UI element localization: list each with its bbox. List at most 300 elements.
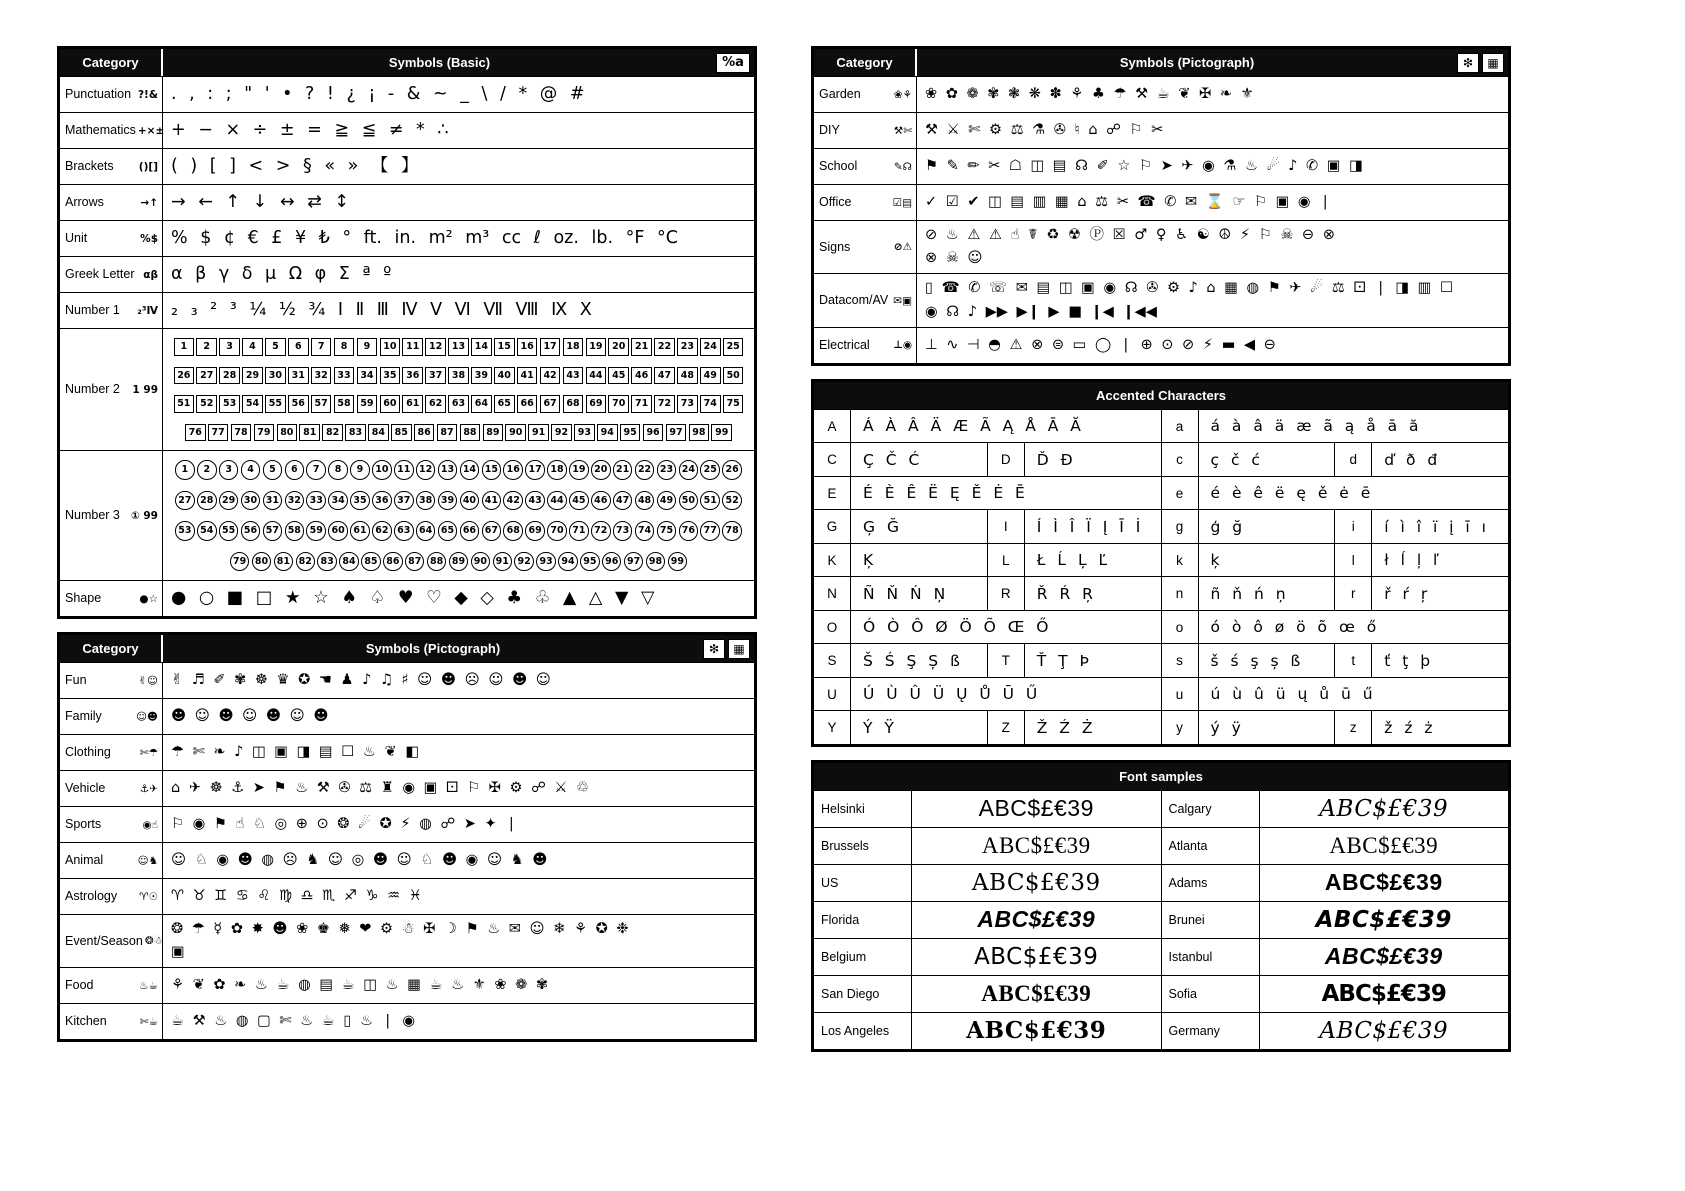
symbol-row (60, 580, 754, 616)
symbol-row (814, 184, 1508, 220)
number-circle: 84 (339, 552, 359, 572)
accented-characters: Ď Đ (1025, 443, 1162, 476)
category-label: Sports (65, 816, 102, 831)
number-circle: 4 (241, 460, 261, 480)
number-box: 48 (677, 367, 698, 385)
number-box: 91 (528, 424, 549, 442)
number-box: 20 (608, 338, 629, 356)
category-cell (60, 663, 163, 698)
symbol-line: ⚒ ⚔ ✄ ⚙ ⚖ ⚗ ✇ ♮ ⌂ ☍ ⚐ ✂ (925, 121, 1164, 138)
font-name: San Diego (814, 976, 912, 1012)
category-label: Mathematics (65, 122, 136, 137)
number-circle: 6 (285, 460, 305, 480)
number-box: 58 (334, 395, 355, 413)
symbol-row (60, 806, 754, 842)
number-circle: 31 (263, 491, 283, 511)
font-name: Calgary (1162, 791, 1260, 827)
symbol-cell (917, 149, 1508, 184)
font-sample-text: ABC$£€39 (1329, 832, 1439, 858)
symbol-cell (163, 329, 754, 450)
number-box: 47 (654, 367, 675, 385)
accented-row (814, 409, 1508, 443)
number-box: 79 (254, 424, 275, 442)
number-box: 49 (700, 367, 721, 385)
category-cell (60, 968, 163, 1003)
number-circle: 27 (175, 491, 195, 511)
number-box: 83 (345, 424, 366, 442)
category-cell (60, 771, 163, 806)
accented-letter-label: d (1335, 443, 1372, 476)
symbol-cell (917, 185, 1508, 220)
number-circle: 8 (328, 460, 348, 480)
symbol-line: ☂ ✄ ❧ ♪ ◫ ▣ ◨ ▤ ☐ ♨ ❦ ◧ (171, 743, 419, 760)
number-box: 75 (723, 395, 744, 413)
number-circle: 62 (372, 521, 392, 541)
category-label: Greek Letter (65, 266, 135, 281)
number-box: 51 (174, 395, 195, 413)
symbols-pictograph-table-2 (811, 46, 1511, 366)
symbol-cell (163, 149, 754, 184)
symbol-row (60, 292, 754, 328)
number-box: 93 (574, 424, 595, 442)
pictograph2-table-title: Symbols (Pictograph) (1119, 55, 1255, 70)
accented-row (814, 476, 1508, 510)
number-box: 43 (563, 367, 584, 385)
symbols-basic-table (57, 46, 757, 619)
number-circle: 89 (449, 552, 469, 572)
symbol-cell (163, 843, 754, 878)
number-circle: 15 (482, 460, 502, 480)
symbol-line: ( ) [ ] < > § « » 【 】 (171, 156, 419, 177)
accented-letter-label: i (1335, 510, 1372, 543)
pictograph2-rows (814, 76, 1508, 363)
number-circle: 10 (372, 460, 392, 480)
accented-characters: Ť Ţ Þ (1025, 644, 1162, 677)
number-box: 22 (654, 338, 675, 356)
gift-icon: ▦ (728, 639, 750, 659)
symbol-cell (917, 274, 1508, 326)
number-circle: 93 (536, 552, 556, 572)
number-box: 64 (471, 395, 492, 413)
number-box: 44 (586, 367, 607, 385)
font-name: Sofia (1162, 976, 1260, 1012)
accented-characters: ď ð đ (1384, 450, 1438, 469)
font-sample-text: ABC$£€39 (1315, 906, 1452, 933)
category-cell (814, 77, 917, 112)
number-box: 85 (391, 424, 412, 442)
symbol-cell (163, 221, 754, 256)
number-circle: 48 (635, 491, 655, 511)
symbol-row (814, 76, 1508, 112)
category-icon: ₂³Ⅳ (137, 304, 158, 317)
pictograph1-table-header (60, 635, 754, 662)
pictograph2-table-header (814, 49, 1508, 76)
number-box: 99 (711, 424, 732, 442)
number-box: 54 (242, 395, 263, 413)
number-circle: 53 (175, 521, 195, 541)
number-box: 29 (242, 367, 263, 385)
basic-table-header (60, 49, 754, 76)
symbol-row (60, 878, 754, 914)
number-box: 3 (219, 338, 240, 356)
number-circle: 64 (416, 521, 436, 541)
accented-letter-label: C (814, 443, 851, 476)
symbol-row (60, 220, 754, 256)
number-box: 32 (311, 367, 332, 385)
symbol-row (60, 328, 754, 450)
category-cell (60, 451, 163, 580)
category-label: Animal (65, 852, 104, 867)
font-name: Helsinki (814, 791, 912, 827)
number-circle: 30 (241, 491, 261, 511)
accented-characters: É È Ê Ë Ę Ě Ė Ē (851, 477, 1162, 510)
symbol-cell (163, 699, 754, 734)
symbol-cell (917, 221, 1508, 273)
number-circle: 87 (405, 552, 425, 572)
number-circle: 54 (197, 521, 217, 541)
number-box: 36 (402, 367, 423, 385)
category-icon: ✌☺ (138, 674, 158, 687)
symbol-cell (163, 113, 754, 148)
accented-letter-label: c (1162, 443, 1199, 476)
category-cell (60, 149, 163, 184)
number-circle: 92 (514, 552, 534, 572)
symbol-row (60, 184, 754, 220)
accented-letter-label: N (814, 577, 851, 610)
number-box: 8 (334, 338, 355, 356)
symbol-cell (163, 735, 754, 770)
category-label: Vehicle (65, 780, 106, 795)
symbol-line: ☻ ☺ ☻ ☺ ☻ ☺ ☻ (171, 707, 329, 724)
number-box: 71 (631, 395, 652, 413)
number-box: 24 (700, 338, 721, 356)
number-box: 63 (448, 395, 469, 413)
symbol-line: ⊗ ☠ ☺ (925, 250, 983, 267)
accented-letter-label: Y (814, 711, 851, 744)
accented-characters: ģ ğ (1199, 510, 1336, 543)
number-box: 76 (185, 424, 206, 442)
number-box: 10 (380, 338, 401, 356)
number-box: 73 (677, 395, 698, 413)
accented-letter-label: e (1162, 477, 1199, 510)
symbol-row (60, 450, 754, 580)
category-cell (60, 735, 163, 770)
category-cell (60, 221, 163, 256)
number-box: 59 (357, 395, 378, 413)
number-circle: 99 (668, 552, 688, 572)
number-box: 65 (494, 395, 515, 413)
number-box: 19 (586, 338, 607, 356)
accented-characters: Ř Ŕ Ŗ (1025, 577, 1162, 610)
category-icon: ☑▤ (892, 196, 912, 209)
font-sample-text: ABC$£€39 (912, 902, 1162, 938)
category-label: Shape (65, 590, 102, 605)
number-circle: 52 (722, 491, 742, 511)
symbol-cell (163, 771, 754, 806)
number-box: 25 (723, 338, 744, 356)
number-box: 46 (631, 367, 652, 385)
category-label: Office (819, 194, 852, 209)
font-sample-text: ABC$£€39 (1319, 795, 1449, 822)
accented-letter-label: a (1162, 410, 1199, 443)
symbols-pictograph-table-1 (57, 632, 757, 1042)
number-circle: 97 (624, 552, 644, 572)
number-circle: 46 (591, 491, 611, 511)
category-cell (814, 274, 917, 326)
category-column-header: Category (814, 49, 917, 76)
number-circle: 20 (591, 460, 611, 480)
font-name: Adams (1162, 865, 1260, 901)
number-circle: 36 (372, 491, 392, 511)
number-box: 38 (448, 367, 469, 385)
font-sample-text: ABC$£€39 (912, 1013, 1162, 1049)
category-label: School (819, 158, 858, 173)
number-box: 45 (608, 367, 629, 385)
font-samples-header (814, 763, 1508, 790)
accented-letter-label: r (1335, 577, 1372, 610)
number-box: 16 (517, 338, 538, 356)
category-cell (60, 915, 163, 967)
number-circle: 43 (525, 491, 545, 511)
left-column (57, 46, 757, 1052)
category-label: Number 3 (65, 507, 120, 522)
accented-letter-label: G (814, 510, 851, 543)
font-name: Brunei (1162, 902, 1260, 938)
accented-row (814, 543, 1508, 577)
number-circle: 98 (646, 552, 666, 572)
symbol-line: ✌ ♬ ✐ ✾ ☸ ♛ ✪ ☚ ♟ ♪ ♫ ♯ ☺ ☻ ☹ ☺ ☻ ☺ (171, 671, 551, 688)
font-name: US (814, 865, 912, 901)
number-circle: 67 (482, 521, 502, 541)
symbol-row (60, 734, 754, 770)
accented-row (814, 643, 1508, 677)
number-circle: 35 (350, 491, 370, 511)
accented-characters: ř ŕ ŗ (1384, 584, 1428, 603)
number-box: 12 (425, 338, 446, 356)
symbol-row (814, 273, 1508, 326)
symbol-line: ♈ ♉ ♊ ♋ ♌ ♍ ♎ ♏ ♐ ♑ ♒ ♓ (171, 887, 422, 904)
accented-characters: ķ (1199, 544, 1336, 577)
symbol-cell (917, 113, 1508, 148)
font-sample-row (814, 938, 1508, 975)
category-icon: ♈☉ (139, 890, 158, 903)
number-box: 18 (563, 338, 584, 356)
number-circle: 74 (635, 521, 655, 541)
number-circle: 95 (580, 552, 600, 572)
category-icon: ✄☕ (139, 1015, 158, 1028)
number-circle: 49 (657, 491, 677, 511)
accented-characters: Í Ì Î Ï Į Ī İ (1025, 510, 1162, 543)
symbol-cell (163, 807, 754, 842)
category-icon: ⊘⚠ (893, 241, 912, 254)
category-label: Datacom/AV (819, 293, 889, 307)
number-box: 69 (586, 395, 607, 413)
accented-characters: Ý Ÿ (851, 711, 988, 744)
accented-row (814, 509, 1508, 543)
accented-letter-label: y (1162, 711, 1199, 744)
number-circle: 57 (263, 521, 283, 541)
accented-characters: ñ ň ń ņ (1199, 577, 1336, 610)
number-box: 40 (494, 367, 515, 385)
category-icon: ⊥◉ (893, 339, 912, 352)
number-circle: 18 (547, 460, 567, 480)
number-circle: 19 (569, 460, 589, 480)
category-icon: ❀⚘ (893, 88, 912, 101)
category-label: Electrical (819, 337, 870, 352)
symbol-line: ☕ ⚒ ♨ ◍ ▢ ✄ ♨ ☕ ▯ ♨ ❘ ◉ (171, 1013, 415, 1030)
category-label: Number 1 (65, 302, 120, 317)
number-circle: 86 (383, 552, 403, 572)
category-label: Number 2 (65, 381, 120, 396)
category-icon: ♨☕ (139, 979, 158, 992)
number-circle: 42 (503, 491, 523, 511)
accented-letter-label: I (988, 510, 1025, 543)
category-label: Event/Season (65, 933, 143, 948)
category-icon: ✄☂ (139, 746, 158, 759)
number-box: 89 (483, 424, 504, 442)
symbol-line: ▣ (171, 944, 185, 961)
category-cell (60, 113, 163, 148)
category-label: Fun (65, 672, 87, 687)
number-box: 13 (448, 338, 469, 356)
number-circle: 34 (328, 491, 348, 511)
number-box: 37 (425, 367, 446, 385)
accented-table-title: Accented Characters (1095, 387, 1227, 403)
font-sample-text: ABC$£€39 (912, 828, 1162, 864)
accented-characters: Ģ Ğ (851, 510, 988, 543)
category-label: Signs (819, 239, 851, 254)
pictograph1-table-title: Symbols (Pictograph) (365, 641, 501, 656)
basic-table-title: Symbols (Basic) (388, 55, 491, 70)
accented-characters: Ž Ź Ż (1025, 711, 1162, 744)
category-icon: ⚓✈ (139, 782, 158, 795)
accented-letter-label: R (988, 577, 1025, 610)
accented-rows (814, 409, 1508, 744)
symbol-line: ❂ ☂ ☿ ✿ ✸ ☻ ❀ ♚ ❅ ❤ ⚙ ☃ ✠ ☽ ⚑ ♨ ✉ ☺ ❄ ⚘ ✪ ❉ (171, 921, 629, 937)
number-box: 26 (174, 367, 195, 385)
accented-letter-label: g (1162, 510, 1199, 543)
accented-characters: Ó Ò Ô Ø Ö Õ Œ Ő (851, 611, 1162, 644)
accented-row (814, 610, 1508, 644)
font-name: Istanbul (1162, 939, 1260, 975)
symbol-cell (163, 1004, 754, 1039)
pictograph1-corner-icons (703, 635, 754, 662)
symbol-line: ⚐ ◉ ⚑ ☝ ♘ ◎ ⊕ ⊙ ❂ ☄ ✪ ⚡ ◍ ☍ ➤ ✦ ❘ (171, 815, 518, 832)
number-box: 5 (265, 338, 286, 356)
accented-characters: Ķ (851, 544, 988, 577)
accented-letter-label: U (814, 678, 851, 711)
symbol-line: ✓ ☑ ✔ ◫ ▤ ▥ ▦ ⌂ ⚖ ✂ ☎ ✆ ✉ ⌛ ☞ ⚐ ▣ ◉ ❘ (925, 193, 1332, 210)
symbol-line: ⊘ ♨ ⚠ ⚠ ☝ ☤ ♻ ☢ Ⓟ ☒ ♂ ♀ ♿ ☯ ☮ ⚡ ⚐ ☠ ⊖ ⊗ (925, 227, 1335, 243)
sparkle-icon: ❇ (703, 639, 725, 659)
category-icon: ✉▣ (893, 294, 912, 307)
number-box: 74 (700, 395, 721, 413)
symbol-cell (917, 77, 1508, 112)
number-box: 55 (265, 395, 286, 413)
accented-letter-label: Z (988, 711, 1025, 744)
number-box: 6 (288, 338, 309, 356)
number-box: 92 (551, 424, 572, 442)
number-circle: 25 (700, 460, 720, 480)
category-icon: 1 99 (132, 383, 158, 396)
category-cell (814, 185, 917, 220)
accented-letter-label: k (1162, 544, 1199, 577)
number-circle: 16 (503, 460, 523, 480)
accented-characters: ł ĺ ļ ľ (1384, 551, 1439, 569)
number-box: 95 (620, 424, 641, 442)
basic-symbols-icon: %a (716, 53, 750, 73)
symbol-row (814, 112, 1508, 148)
symbol-line: α β γ δ μ Ω φ Σ ª º (171, 264, 392, 285)
number-box: 1 (174, 338, 195, 356)
category-cell (60, 581, 163, 616)
font-sample-row (814, 864, 1508, 901)
number-box: 66 (517, 395, 538, 413)
number-box: 9 (357, 338, 378, 356)
category-icon: αβ (143, 268, 158, 281)
number-circle: 82 (296, 552, 316, 572)
category-icon: ◉☝ (142, 818, 158, 831)
number-box: 87 (437, 424, 458, 442)
number-circle: 7 (306, 460, 326, 480)
number-circle: 24 (679, 460, 699, 480)
number-circle: 59 (306, 521, 326, 541)
accented-row (814, 576, 1508, 610)
category-label: Brackets (65, 158, 114, 173)
category-icon: ☺♞ (137, 854, 158, 867)
category-icon: ☺☻ (136, 710, 158, 723)
number-box: 35 (380, 367, 401, 385)
symbol-row (60, 914, 754, 967)
number-box: 68 (563, 395, 584, 413)
number-box: 39 (471, 367, 492, 385)
number-circle: 11 (394, 460, 414, 480)
number-box: 2 (196, 338, 217, 356)
category-column-header: Category (60, 49, 163, 76)
number-circle: 45 (569, 491, 589, 511)
symbol-row (60, 662, 754, 698)
accented-characters: í ì î ï į ī ı (1384, 517, 1486, 536)
number-box: 86 (414, 424, 435, 442)
category-icon: ✎☊ (893, 160, 912, 173)
accented-characters: Š Ś Ş Ș ß (851, 644, 988, 677)
category-cell (60, 699, 163, 734)
number-circle: 69 (525, 521, 545, 541)
category-icon: ()[] (138, 160, 158, 173)
number-box: 21 (631, 338, 652, 356)
category-cell (60, 257, 163, 292)
accented-characters: š ś ş ș ß (1199, 644, 1336, 677)
right-column (811, 46, 1511, 1052)
accented-characters: ý ÿ (1199, 711, 1336, 744)
symbol-cell (163, 663, 754, 698)
category-cell (814, 328, 917, 363)
accented-letter-label: A (814, 410, 851, 443)
number-circle: 56 (241, 521, 261, 541)
symbol-line: ▯ ☎ ✆ ☏ ✉ ▤ ◫ ▣ ◉ ☊ ✇ ⚙ ♪ ⌂ ▦ ◍ ⚑ ✈ ☄ ⚖ ⚀ ❘ ◨ ▥ ☐ (925, 280, 1453, 297)
accented-characters: Ú Ù Û Ü Ų Ů Ū Ű (851, 678, 1162, 711)
category-icon: +×± (137, 124, 165, 137)
symbol-cell (163, 185, 754, 220)
number-circle: 71 (569, 521, 589, 541)
accented-letter-label: t (1335, 644, 1372, 677)
category-label: Astrology (65, 888, 118, 903)
category-label: Garden (819, 86, 861, 101)
symbol-cell (163, 879, 754, 914)
category-icon: ?!& (137, 88, 158, 101)
number-circle: 5 (263, 460, 283, 480)
number-box: 7 (311, 338, 332, 356)
